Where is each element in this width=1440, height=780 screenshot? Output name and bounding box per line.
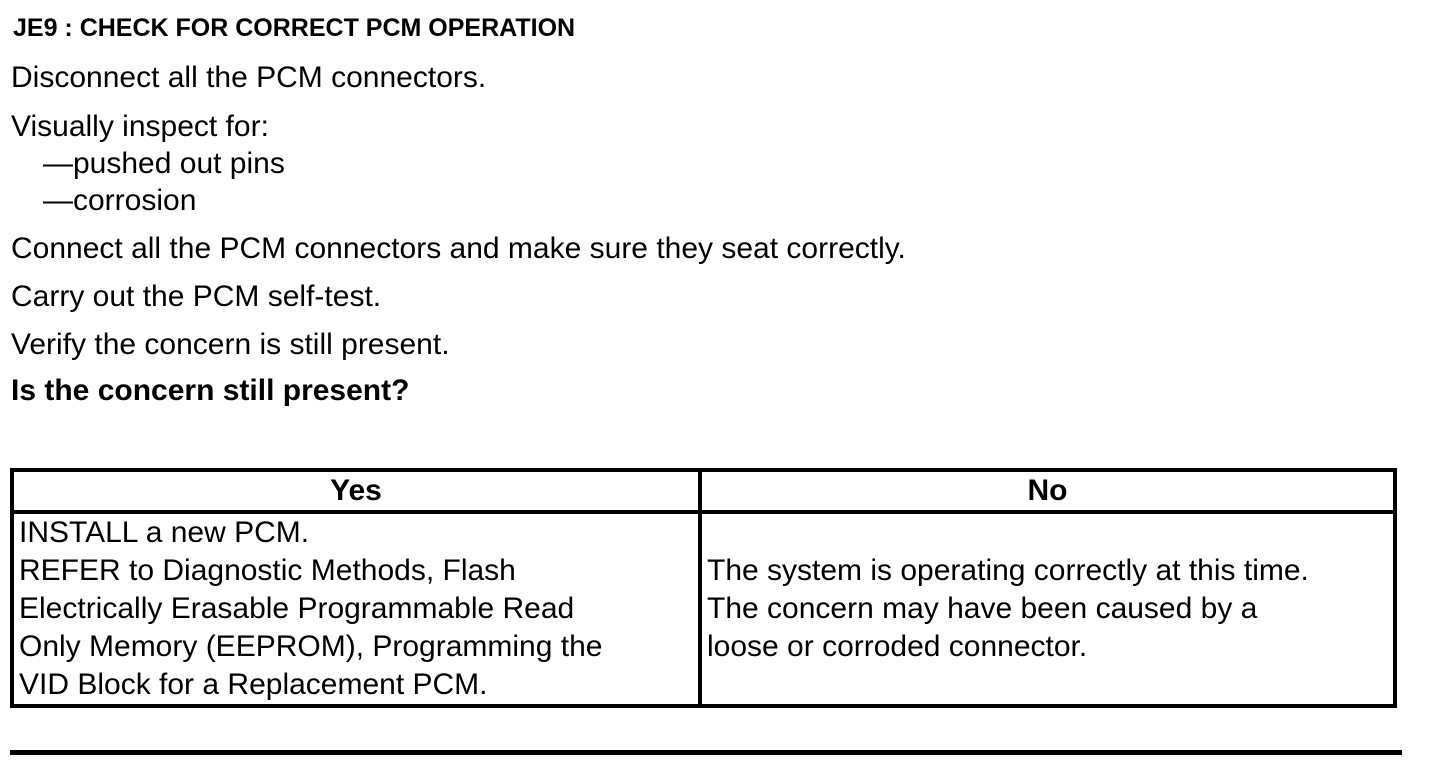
- result-table: [10, 468, 1397, 708]
- no-line-system-ok: The system is operating correctly at this time.: [707, 554, 1309, 587]
- yes-line-eeprom: Electrically Erasable Programmable Read: [19, 592, 575, 625]
- step-disconnect: Disconnect all the PCM connectors.: [11, 61, 487, 94]
- yes-line-refer: REFER to Diagnostic Methods, Flash: [19, 554, 516, 587]
- yes-action-cell: [12, 512, 700, 706]
- no-line-cause: The concern may have been caused by a: [707, 592, 1258, 625]
- step-verify: Verify the concern is still present.: [11, 328, 450, 361]
- header-yes: Yes: [12, 470, 700, 512]
- header-no: No: [700, 470, 1395, 512]
- bottom-divider: [10, 750, 1402, 755]
- step-visual-inspect: Visually inspect for:: [11, 110, 269, 143]
- yes-line-vid-block: VID Block for a Replacement PCM.: [19, 668, 488, 701]
- inspect-item-corrosion: —corrosion: [43, 184, 197, 217]
- question: Is the concern still present?: [11, 374, 410, 407]
- yes-line-install: INSTALL a new PCM.: [19, 516, 310, 549]
- yes-line-memory: Only Memory (EEPROM), Programming the: [19, 630, 603, 663]
- step-self-test: Carry out the PCM self-test.: [11, 280, 382, 313]
- table-row: [12, 512, 1395, 706]
- no-action-cell: [700, 512, 1395, 706]
- no-line-connector: loose or corroded connector.: [707, 630, 1088, 663]
- table-header-row: [12, 470, 1395, 512]
- step-connect: Connect all the PCM connectors and make sure they seat correctly.: [11, 232, 906, 265]
- inspect-item-pushed-out-pins: —pushed out pins: [43, 147, 285, 180]
- page-title: JE9 : CHECK FOR CORRECT PCM OPERATION: [13, 14, 576, 42]
